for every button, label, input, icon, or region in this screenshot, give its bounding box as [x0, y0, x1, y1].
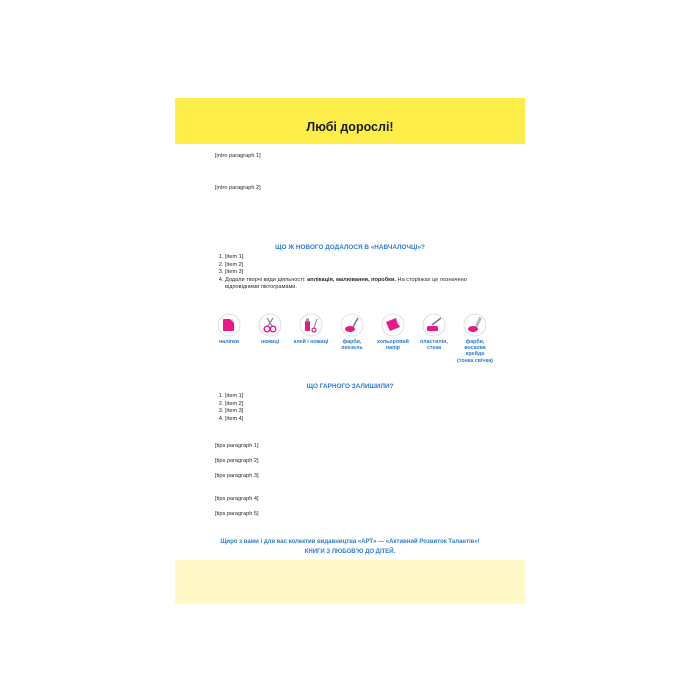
icon-label: клей і ножиці [293, 339, 329, 345]
icon-label: кольоровий папір [377, 339, 409, 352]
yellow-footer-band [175, 560, 525, 604]
icon-color-paper [375, 313, 411, 351]
closing-signature: Щиро з вами і для вас колектив видавництва «АРТ» — «Активний Розвиток Талантів»! [220, 539, 480, 545]
color-paper-icon [381, 313, 405, 337]
kept-features-list [215, 393, 489, 423]
list-item: 1. [item 1] [225, 254, 489, 262]
plasticine-icon [422, 313, 446, 337]
list-item [225, 277, 489, 292]
icon-scissors [252, 313, 288, 345]
icon-label: фарби, воскова крейда (тонка свічка) [457, 339, 493, 364]
list-item-text: Додали творчі види діяльності: [225, 276, 306, 283]
icon-label: наліпки [218, 339, 240, 345]
icon-label: ножиці [260, 339, 280, 345]
stickers-icon [217, 313, 241, 337]
icon-glue-scissors [293, 313, 329, 345]
intro-paragraph: [intro paragraph 2] [215, 185, 261, 191]
list-item: 1. [item 1] [225, 393, 489, 401]
intro-paragraph: [intro paragraph 1] [215, 153, 261, 159]
list-item: 3. [item 3] [225, 269, 489, 277]
list-item-bold: аплікація, малювання, поробки. [307, 276, 396, 283]
icon-plasticine [416, 313, 452, 351]
icon-stickers [211, 313, 247, 345]
wax-crayon-icon [463, 313, 487, 337]
tips-paragraph: [tips paragraph 4] [215, 496, 259, 502]
glue-scissors-icon [299, 313, 323, 337]
list-item: 2. [item 2] [225, 262, 489, 270]
book-page [175, 98, 525, 604]
scissors-icon [258, 313, 282, 337]
tips-paragraph: [tips paragraph 3] [215, 473, 259, 479]
icon-label: пластилін, стека [420, 339, 448, 352]
list-item: 3. [item 3] [225, 408, 489, 416]
tips-paragraph: [tips paragraph 2] [215, 458, 259, 464]
new-features-list [215, 254, 489, 292]
icon-wax-crayon [457, 313, 493, 364]
paint-brush-icon [340, 313, 364, 337]
list-item-text: На сторінках це позначено відповідними піктограмами. [225, 276, 467, 291]
list-item: 2. [item 2] [225, 401, 489, 409]
activity-icons-row [211, 313, 493, 373]
section-heading-kept: ЩО ГАРНОГО ЗАЛИШИЛИ? [306, 383, 394, 390]
section-heading-new: ЩО Ж НОВОГО ДОДАЛОСЯ В «НАВЧАЛОЧЦІ»? [275, 244, 425, 251]
closing-slogan: КНИГИ З ЛЮБОВ’Ю ДО ДІТЕЙ. [304, 549, 396, 555]
list-item: 4. [item 4] [225, 416, 489, 424]
tips-paragraph: [tips paragraph 5] [215, 511, 259, 517]
icon-paint-brush [334, 313, 370, 351]
tips-paragraph: [tips paragraph 1] [215, 443, 259, 449]
icon-label: фарби, пензель [341, 339, 363, 352]
page-title: Любі дорослі! [306, 120, 394, 134]
